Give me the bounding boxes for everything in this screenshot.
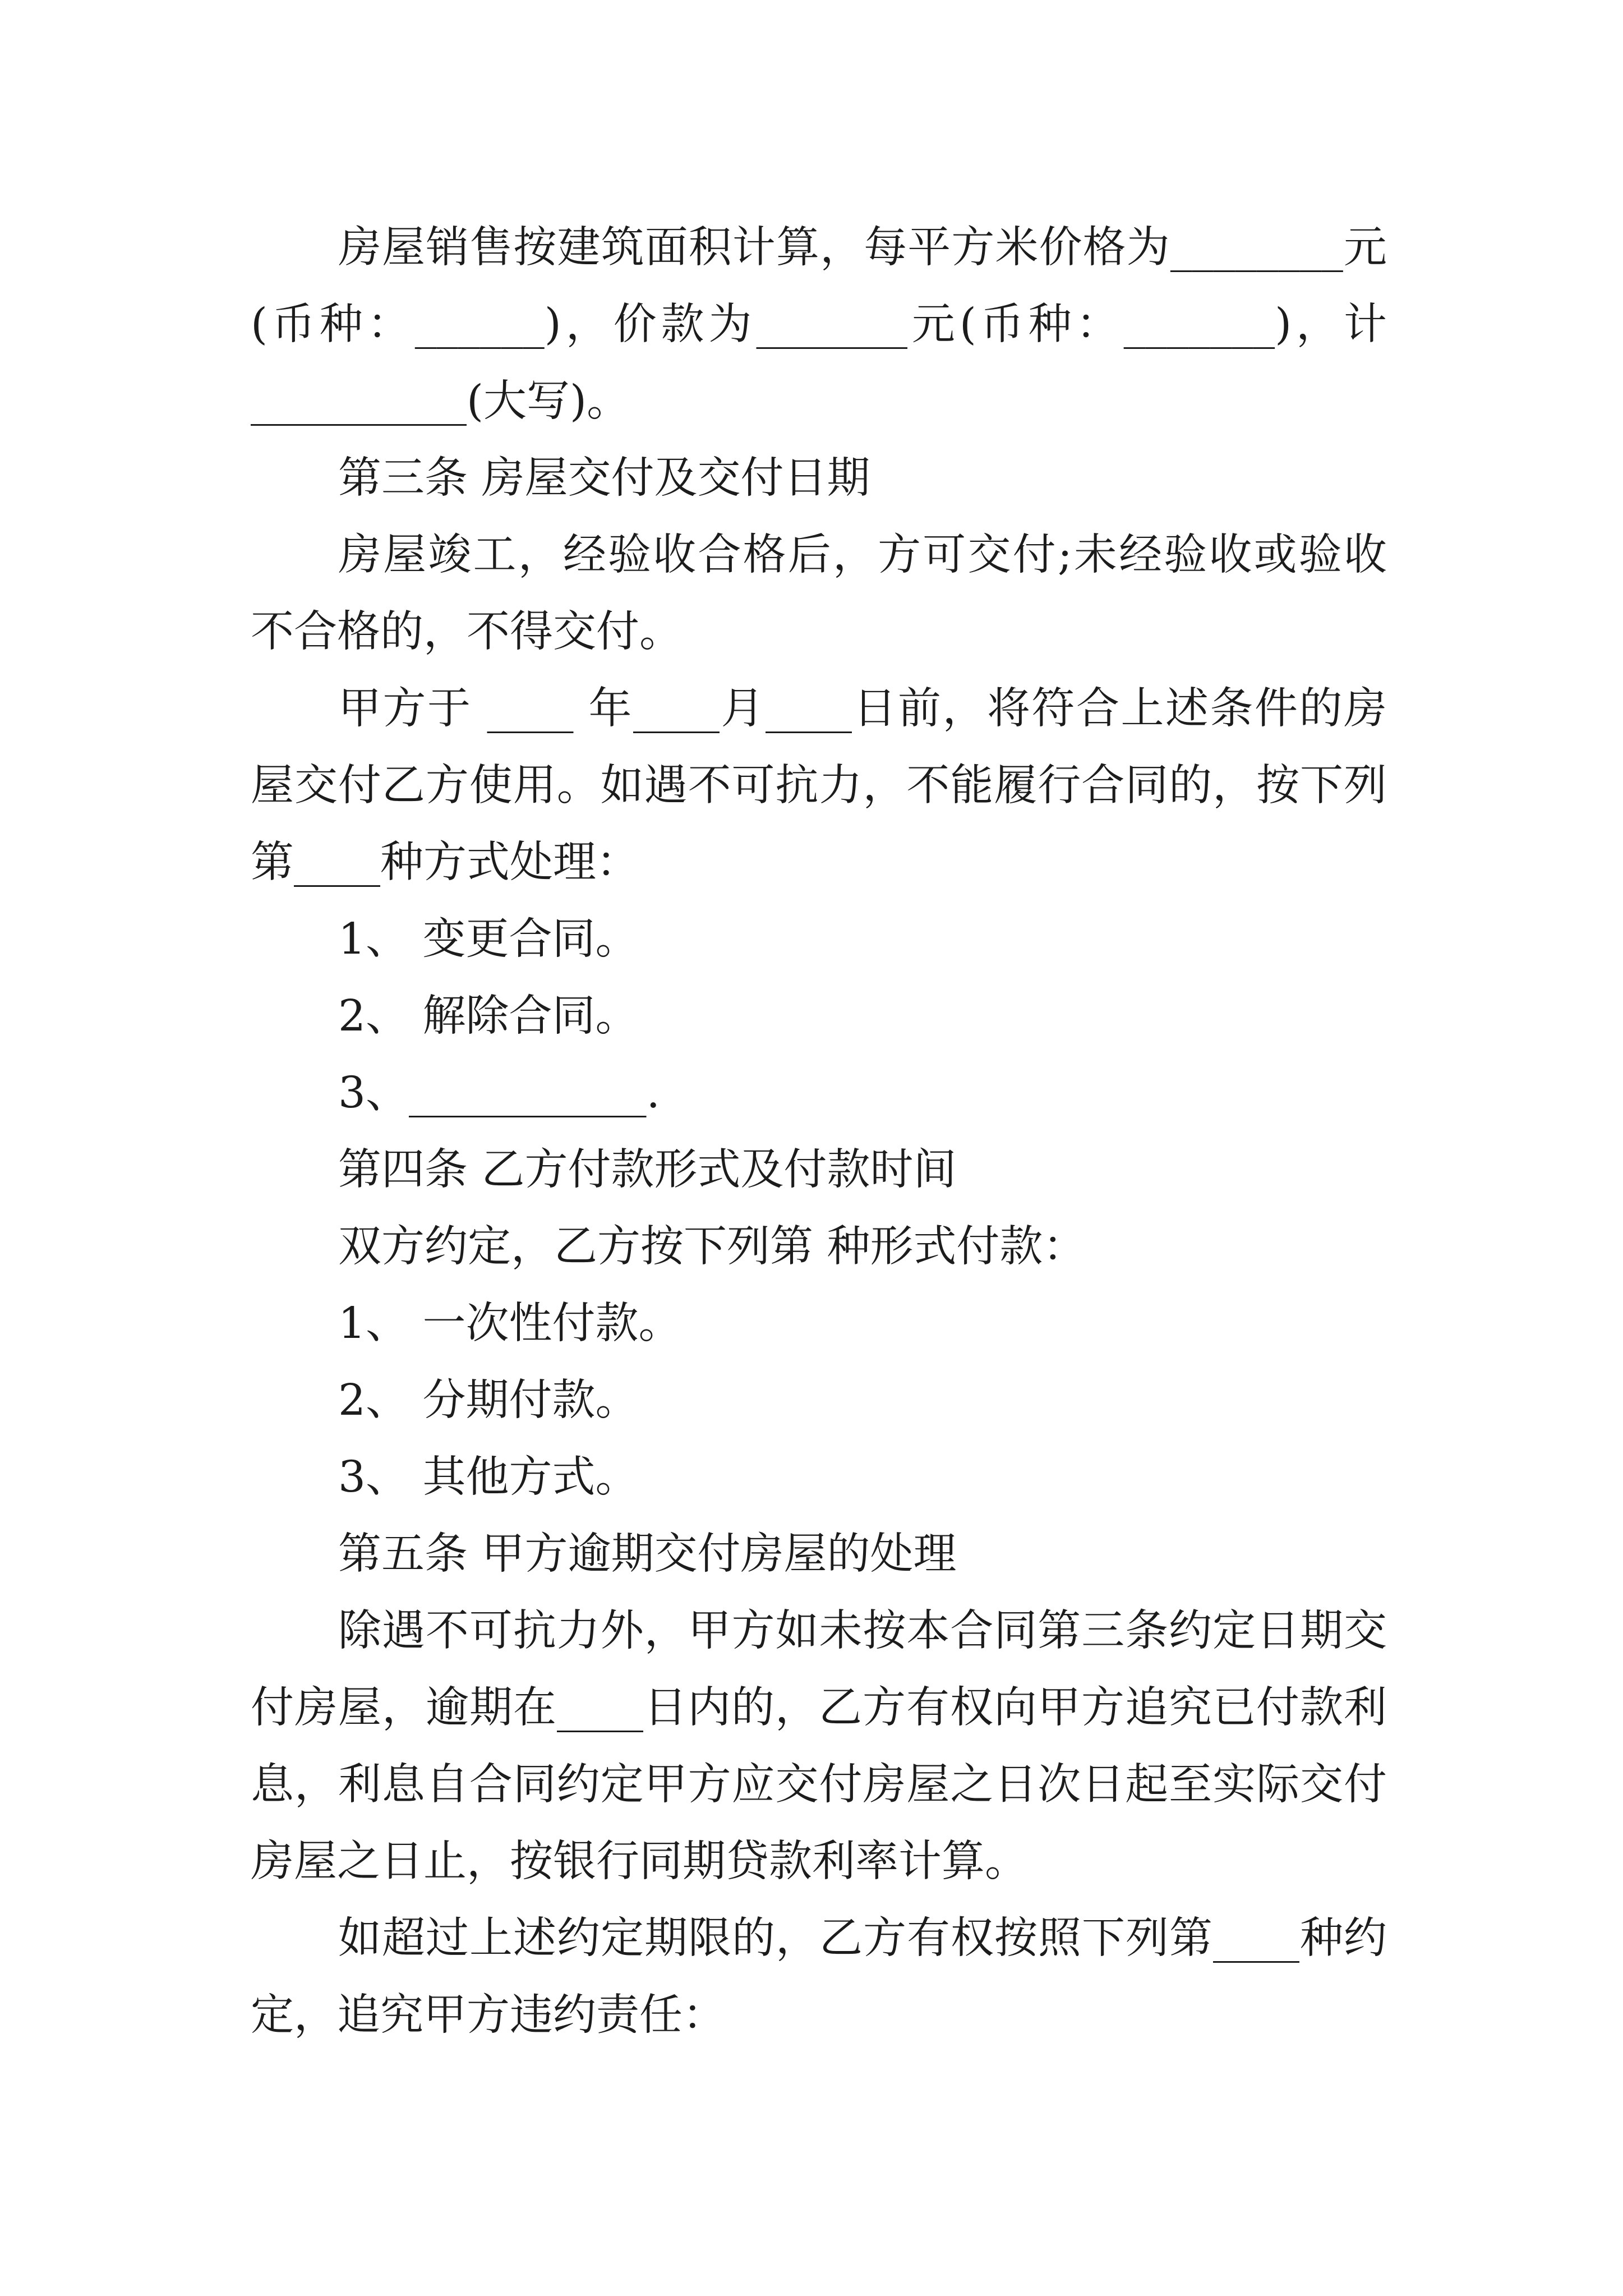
clause5-paragraph-line: 如超过上述约定期限的，乙方有权按照下列第____种约 [338, 1913, 1387, 1963]
clause5-heading: 第五条 甲方逾期交付房屋的处理 [338, 1529, 957, 1579]
clause5-paragraph-line: 付房屋，逾期在____日内的，乙方有权向甲方追究已付款利 [251, 1683, 1387, 1733]
clause5-paragraph-line: 除遇不可抗力外，甲方如未按本合同第三条约定日期交 [338, 1606, 1387, 1656]
clause4-intro: 双方约定，乙方按下列第 种形式付款： [338, 1222, 1086, 1272]
clause5-paragraph-line: 定，追究甲方违约责任： [251, 1990, 726, 2040]
clause4-option-item: 3、 其他方式。 [338, 1452, 639, 1502]
clause5-paragraph-line: 房屋之日止，按银行同期贷款利率计算。 [251, 1837, 1028, 1887]
price-paragraph-line: (币种：______)，价款为_______元(币种：_______)，计 [251, 300, 1387, 349]
contract-body [251, 209, 1387, 2054]
clause3-option-item: 3、___________. [338, 1068, 660, 1118]
clause3-heading: 第三条 房屋交付及交付日期 [338, 453, 870, 503]
clause3-paragraph-line: 房屋竣工，经验收合格后，方可交付;未经验收或验收 [338, 530, 1387, 580]
clause5-paragraph-line: 息，利息自合同约定甲方应交付房屋之日次日起至实际交付 [251, 1760, 1387, 1810]
clause3-paragraph-line: 第____种方式处理： [251, 838, 639, 887]
clause3-option-item: 2、 解除合同。 [338, 991, 639, 1041]
clause4-option-item: 1、 一次性付款。 [338, 1299, 682, 1349]
clause3-option-item: 1、 变更合同。 [338, 914, 639, 964]
clause3-paragraph-line: 甲方于 ____ 年____月____日前，将符合上述条件的房 [338, 684, 1387, 734]
clause4-option-item: 2、 分期付款。 [338, 1375, 639, 1425]
clause3-paragraph-line: 不合格的，不得交付。 [251, 607, 683, 657]
price-paragraph-line: __________(大写)。 [251, 376, 630, 426]
clause4-heading: 第四条 乙方付款形式及付款时间 [338, 1145, 957, 1195]
price-paragraph-line: 房屋销售按建筑面积计算，每平方米价格为________元 [338, 223, 1387, 273]
clause3-paragraph-line: 屋交付乙方使用。如遇不可抗力，不能履行合同的，按下列 [251, 761, 1387, 811]
